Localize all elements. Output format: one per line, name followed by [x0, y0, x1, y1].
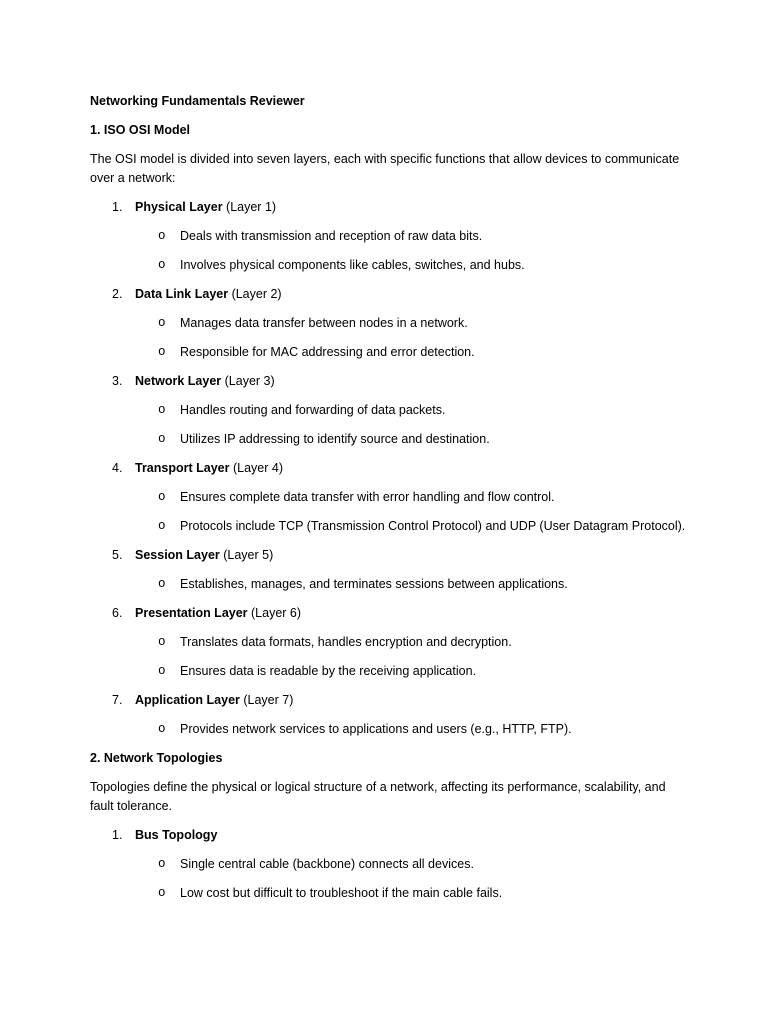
section-intro: The OSI model is divided into seven layers, each with specific functions that allow devices to communicate over a network: [90, 152, 680, 185]
bullet-text: Utilizes IP addressing to identify source and destination. [180, 432, 490, 446]
layer-name: Network Layer [135, 374, 222, 388]
list-item [90, 198, 688, 275]
layer-heading [90, 459, 688, 478]
list-item [90, 575, 688, 594]
section-heading: 2. Network Topologies [90, 751, 223, 765]
list-item [90, 430, 688, 449]
list-item [90, 314, 688, 333]
bullet-text: Establishes, manages, and terminates sessions between applications. [180, 577, 568, 591]
bullet-list [90, 227, 688, 275]
section-osi-model [90, 121, 688, 739]
document-title: Networking Fundamentals Reviewer [90, 94, 305, 108]
bullet-text: Ensures data is readable by the receiving application. [180, 664, 477, 678]
list-item [90, 826, 688, 903]
topology-heading [90, 826, 688, 845]
list-item [90, 488, 688, 507]
bullet-text: Translates data formats, handles encryption and decryption. [180, 635, 512, 649]
list-item [90, 372, 688, 449]
list-number: 1. [112, 828, 123, 842]
list-item [90, 256, 688, 275]
list-number: 6. [112, 606, 123, 620]
section-intro: Topologies define the physical or logical structure of a network, affecting its performance, scalability, and fault tolerance. [90, 780, 666, 813]
topology-list [90, 826, 688, 903]
layer-suffix: (Layer 1) [222, 200, 277, 214]
bullet-list [90, 575, 688, 594]
bullet-text: Manages data transfer between nodes in a network. [180, 316, 468, 330]
bullet-icon: o [158, 857, 166, 871]
bullet-list [90, 720, 688, 739]
bullet-text: Involves physical components like cables, switches, and hubs. [180, 258, 525, 272]
layer-name: Session Layer [135, 548, 220, 562]
list-item [90, 459, 688, 536]
list-number: 1. [112, 200, 123, 214]
bullet-icon: o [158, 432, 166, 446]
layer-suffix: (Layer 5) [219, 548, 274, 562]
bullet-text: Single central cable (backbone) connects all devices. [180, 857, 474, 871]
bullet-icon: o [158, 519, 166, 533]
layer-name: Transport Layer [135, 461, 230, 475]
list-item [90, 855, 688, 874]
bullet-list [90, 855, 688, 903]
list-number: 2. [112, 287, 123, 301]
layer-heading [90, 372, 688, 391]
layer-heading [90, 604, 688, 623]
section-heading: 1. ISO OSI Model [90, 123, 191, 137]
layer-suffix: (Layer 7) [239, 693, 294, 707]
bullet-list [90, 633, 688, 681]
list-item [90, 401, 688, 420]
layer-suffix: (Layer 2) [228, 287, 282, 301]
bullet-icon: o [158, 345, 166, 359]
bullet-list [90, 488, 688, 536]
layer-heading [90, 285, 688, 304]
list-item [90, 691, 688, 739]
topology-name: Bus Topology [135, 828, 218, 842]
layer-name: Data Link Layer [135, 287, 229, 301]
layer-suffix: (Layer 3) [221, 374, 275, 388]
list-number: 5. [112, 548, 123, 562]
bullet-text: Responsible for MAC addressing and error detection. [180, 345, 475, 359]
bullet-icon: o [158, 490, 166, 504]
layer-suffix: (Layer 4) [229, 461, 283, 475]
list-item [90, 720, 688, 739]
list-item [90, 633, 688, 652]
bullet-list [90, 314, 688, 362]
bullet-icon: o [158, 722, 166, 736]
bullet-icon: o [158, 316, 166, 330]
layer-suffix: (Layer 6) [247, 606, 302, 620]
layer-name: Application Layer [135, 693, 240, 707]
bullet-list [90, 401, 688, 449]
bullet-icon: o [158, 635, 166, 649]
bullet-text: Deals with transmission and reception of raw data bits. [180, 229, 483, 243]
list-number: 3. [112, 374, 123, 388]
bullet-icon: o [158, 229, 166, 243]
layer-heading [90, 546, 688, 565]
layer-name: Physical Layer [135, 200, 223, 214]
bullet-icon: o [158, 577, 166, 591]
list-item [90, 662, 688, 681]
section-network-topologies [90, 749, 688, 903]
list-item [90, 604, 688, 681]
list-item [90, 227, 688, 246]
list-item [90, 517, 688, 536]
list-number: 4. [112, 461, 123, 475]
bullet-text: Protocols include TCP (Transmission Control Protocol) and UDP (User Datagram Protocol). [180, 519, 686, 533]
bullet-text: Ensures complete data transfer with error handling and flow control. [180, 490, 555, 504]
bullet-icon: o [158, 664, 166, 678]
bullet-text: Provides network services to applications and users (e.g., HTTP, FTP). [180, 722, 572, 736]
bullet-icon: o [158, 258, 166, 272]
list-item [90, 285, 688, 362]
bullet-text: Low cost but difficult to troubleshoot if the main cable fails. [180, 886, 503, 900]
list-item [90, 343, 688, 362]
list-item [90, 884, 688, 903]
list-number: 7. [112, 693, 123, 707]
bullet-icon: o [158, 403, 166, 417]
bullet-icon: o [158, 886, 166, 900]
layer-heading [90, 691, 688, 710]
osi-layer-list [90, 198, 688, 739]
list-item [90, 546, 688, 594]
bullet-text: Handles routing and forwarding of data packets. [180, 403, 446, 417]
layer-name: Presentation Layer [135, 606, 248, 620]
layer-heading [90, 198, 688, 217]
